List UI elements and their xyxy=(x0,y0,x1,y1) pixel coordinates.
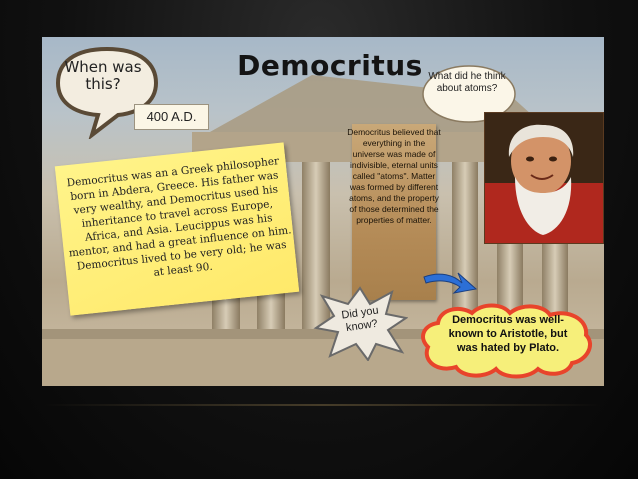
did-you-know-text: Did you know? xyxy=(340,304,380,335)
slide xyxy=(42,37,604,386)
atoms-description: Democritus believed that everything in the universe was made of indivisible, eternal units called "atoms". Matter was formed by different atoms, and the property of those determined the properties of matter. xyxy=(347,127,441,225)
when-bubble-text: When was this? xyxy=(64,58,142,93)
date-label: 400 A.D. xyxy=(134,104,209,130)
fact-text: Democritus was well-known to Aristotle, but was hated by Plato. xyxy=(448,314,568,354)
slide-reflection-line xyxy=(42,404,604,406)
page-title: Democritus xyxy=(237,49,423,82)
democritus-portrait xyxy=(484,112,604,244)
arrow-icon xyxy=(420,267,478,297)
thought-bubble-text: What did he think about atoms? xyxy=(428,71,506,94)
biography-text: Democritus was an a Greek philosopher born in Abdera, Greece. His father was very wealthy, and Democritus used his inheritance to travel across Europe, Africa, and Asia. Leucippus was his mentor, and had a great influence on him. Democritus lived to be very old; he was at least 90. xyxy=(66,155,293,279)
